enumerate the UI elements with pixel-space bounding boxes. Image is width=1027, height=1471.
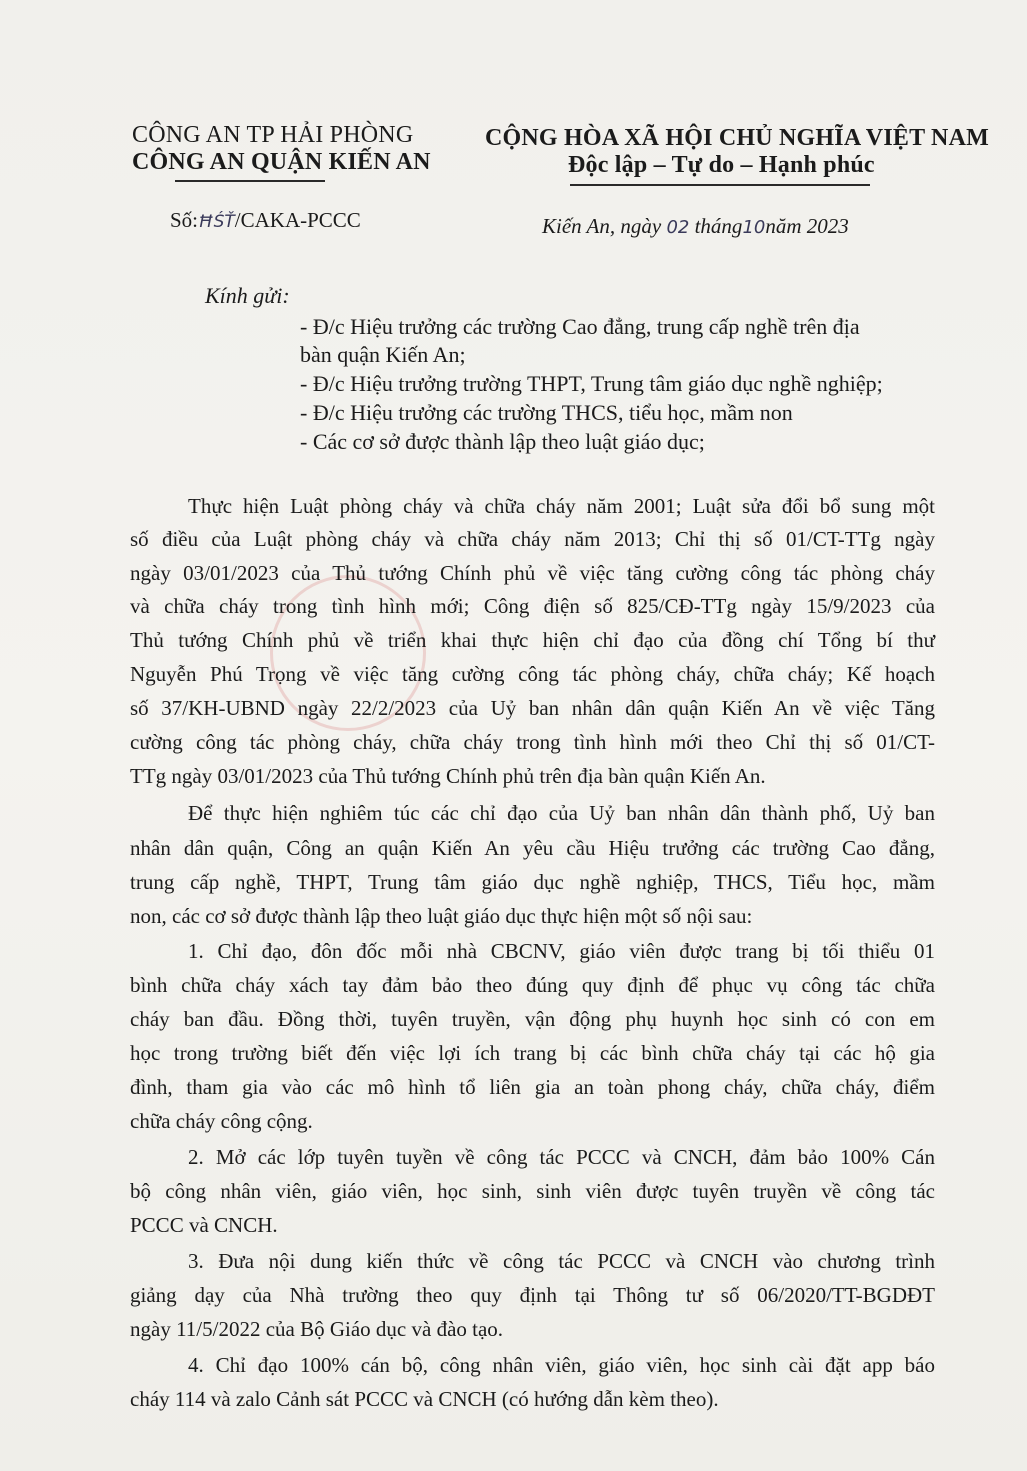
paragraph-line: TTg ngày 03/01/2023 của Thủ tướng Chính phủ trên địa bàn quận Kiến An. [130, 764, 766, 788]
paragraph-line: học trong trường biết đến việc lợi ích trang bị các bình chữa cháy tại các hộ gia [130, 1041, 935, 1065]
paragraph-line: giảng dạy của Nhà trường theo quy định tại Thông tư số 06/2020/TT-BGDĐT [130, 1283, 935, 1307]
recipient-1-cont: bàn quận Kiến An; [300, 342, 466, 367]
paragraph-line: cháy ban đầu. Đồng thời, tuyên truyền, vận động phụ huynh học sinh có con em [130, 1007, 935, 1031]
paragraph-line: bộ công nhân viên, giáo viên, học sinh, sinh viên được tuyên truyền về công tác [130, 1179, 935, 1203]
paragraph-line: Nguyễn Phú Trọng về việc tăng cường công tác phòng cháy, chữa cháy; Kế hoạch [130, 662, 935, 686]
paragraph-line: 3. Đưa nội dung kiến thức về công tác PCCC và CNCH vào chương trình [188, 1249, 935, 1273]
agency-underline [175, 180, 325, 182]
agency-name: CÔNG AN QUẬN KIẾN AN [132, 149, 431, 175]
number-prefix: Số: [170, 208, 199, 232]
recipient-4: - Các cơ sở được thành lập theo luật giáo dục; [300, 429, 705, 454]
paragraph-line: PCCC và CNCH. [130, 1213, 278, 1237]
date-month-label: tháng [694, 214, 743, 238]
number-suffix: /CAKA-PCCC [234, 208, 361, 232]
paragraph-line: non, các cơ sở được thành lập theo luật giáo dục thực hiện một số nội sau: [130, 904, 753, 928]
paragraph-line: cháy 114 và zalo Cảnh sát PCCC và CNCH (có hướng dẫn kèm theo). [130, 1387, 719, 1411]
paragraph-line: Thủ tướng Chính phủ về triển khai thực hiện chỉ đạo của đồng chí Tổng bí thư [130, 628, 935, 652]
handwritten-number: ĦŚŤ [198, 212, 235, 232]
recipient-1: - Đ/c Hiệu trưởng các trường Cao đẳng, trung cấp nghề trên địa [300, 314, 860, 339]
agency-parent: CÔNG AN TP HẢI PHÒNG [132, 122, 414, 148]
recipient-3: - Đ/c Hiệu trưởng các trường THCS, tiểu học, mầm non [300, 400, 793, 425]
paragraph-line: số điều của Luật phòng cháy và chữa cháy năm 2013; Chỉ thị số 01/CT-TTg ngày [130, 527, 935, 551]
paragraph-line: bình chữa cháy xách tay đảm bảo theo đúng quy định để phục vụ công tác chữa [130, 973, 935, 997]
paragraph-line: nhân dân quận, Công an quận Kiến An yêu cầu Hiệu trưởng các trường Cao đẳng, [130, 836, 935, 860]
paragraph-line: đình, tham gia vào các mô hình tổ liên gia an toàn phong cháy, chữa cháy, điểm [130, 1075, 935, 1099]
paragraph-line: chữa cháy công cộng. [130, 1109, 313, 1133]
recipient-2: - Đ/c Hiệu trưởng trường THPT, Trung tâm giáo dục nghề nghiệp; [300, 371, 883, 396]
paragraph-line: 4. Chỉ đạo 100% cán bộ, công nhân viên, giáo viên, học sinh cài đặt app báo [188, 1353, 935, 1377]
document-number [170, 208, 361, 233]
paragraph-line: và chữa cháy trong tình hình mới; Công điện số 825/CĐ-TTg ngày 15/9/2023 của [130, 594, 935, 618]
date-prefix: Kiến An, ngày [542, 214, 662, 238]
paragraph-line: Để thực hiện nghiêm túc các chỉ đạo của Uỷ ban nhân dân thành phố, Uỷ ban [188, 801, 935, 825]
paragraph-line: số 37/KH-UBND ngày 22/2/2023 của Uỷ ban nhân dân quận Kiến An về việc Tăng [130, 696, 935, 720]
paragraph-line: ngày 11/5/2022 của Bộ Giáo dục và đào tạo. [130, 1317, 504, 1341]
document-date [542, 214, 849, 239]
date-day: 02 [666, 217, 690, 238]
national-title: CỘNG HÒA XÃ HỘI CHỦ NGHĨA VIỆT NAM [485, 125, 989, 151]
date-month: 10 [742, 217, 766, 238]
motto-underline [570, 184, 870, 186]
paragraph-line: 2. Mở các lớp tuyên tuyền về công tác PCCC và CNCH, đảm bảo 100% Cán [188, 1145, 935, 1169]
national-motto: Độc lập – Tự do – Hạnh phúc [568, 152, 875, 178]
paragraph-line: ngày 03/01/2023 của Thủ tướng Chính phủ về việc tăng cường công tác phòng cháy [130, 561, 935, 585]
paragraph-line: 1. Chỉ đạo, đôn đốc mỗi nhà CBCNV, giáo viên được trang bị tối thiểu 01 [188, 939, 935, 963]
greeting: Kính gửi: [205, 283, 290, 308]
paragraph-line: Thực hiện Luật phòng cháy và chữa cháy năm 2001; Luật sửa đổi bổ sung một [188, 494, 935, 518]
date-year: năm 2023 [765, 214, 849, 238]
paragraph-line: trung cấp nghề, THPT, Trung tâm giáo dục nghề nghiệp, THCS, Tiểu học, mầm [130, 870, 935, 894]
paragraph-line: cường công tác phòng cháy, chữa cháy trong tình hình mới theo Chỉ thị số 01/CT- [130, 730, 935, 754]
